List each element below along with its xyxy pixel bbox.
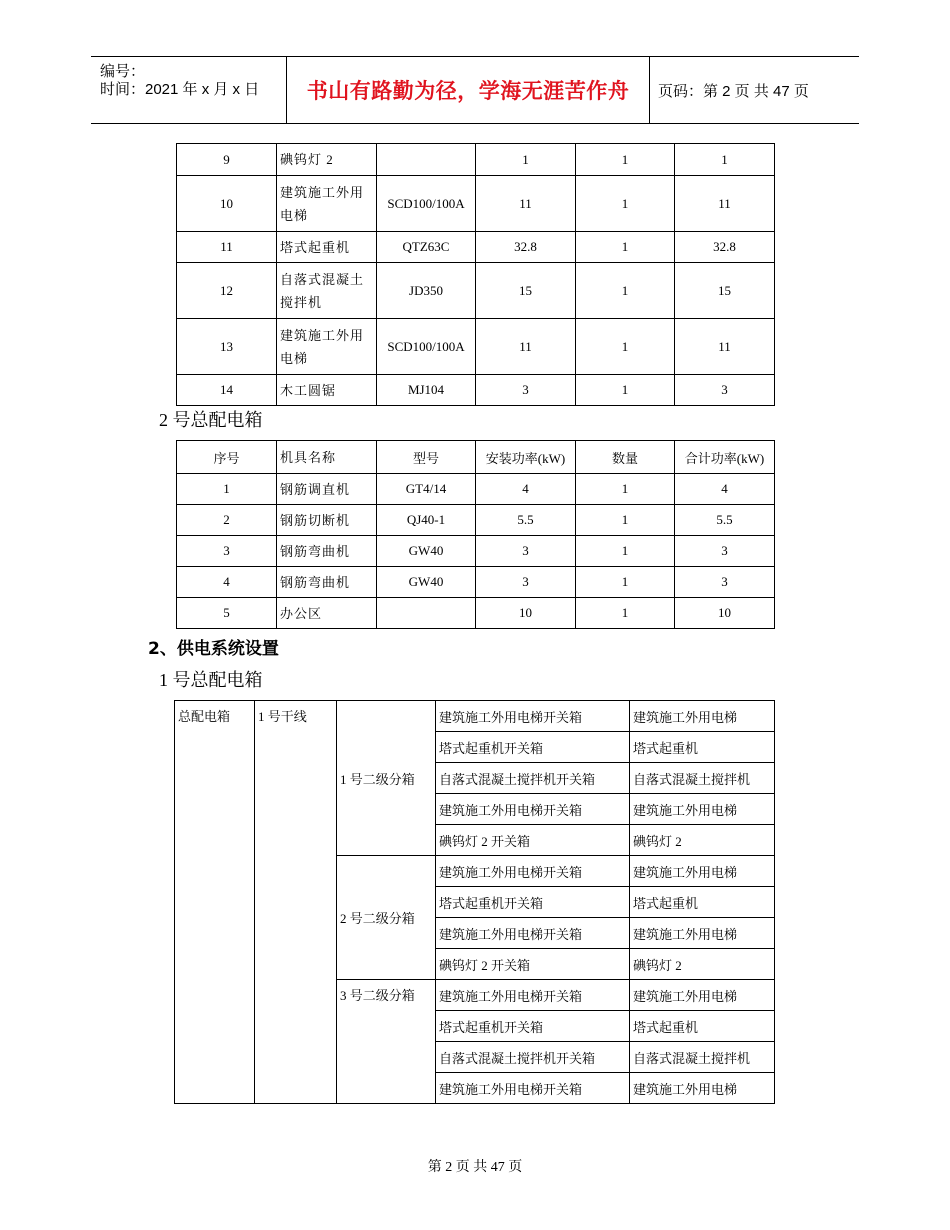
cell-name: 碘钨灯 2 — [277, 144, 377, 176]
cell-no: 9 — [177, 144, 277, 176]
cell-total: 5.5 — [675, 505, 775, 536]
cell-model: GT4/14 — [377, 474, 476, 505]
switch-box-cell: 塔式起重机开关箱 — [436, 887, 630, 918]
table-row — [177, 505, 775, 536]
cell-power: 32.8 — [476, 232, 576, 263]
cell-power: 3 — [476, 567, 576, 598]
cell-power: 10 — [476, 598, 576, 629]
equipment-cell: 建筑施工外用电梯 — [630, 856, 775, 887]
cell-no: 4 — [177, 567, 277, 598]
header-meta — [91, 57, 287, 123]
cell-qty: 1 — [576, 567, 675, 598]
cell-name: 自落式混凝土搅拌机 — [277, 263, 377, 319]
cell-qty: 1 — [576, 505, 675, 536]
cell-power: 3 — [476, 375, 576, 406]
table-row — [177, 375, 775, 406]
switch-box-cell: 碘钨灯 2 开关箱 — [436, 949, 630, 980]
table-row — [177, 567, 775, 598]
cell-total: 1 — [675, 144, 775, 176]
cell-no: 3 — [177, 536, 277, 567]
trunk-cell: 1 号干线 — [255, 701, 337, 1104]
column-header: 安装功率(kW) — [476, 441, 576, 474]
cell-qty: 1 — [576, 536, 675, 567]
cell-total: 32.8 — [675, 232, 775, 263]
equipment-cell: 建筑施工外用电梯 — [630, 701, 775, 732]
cell-total: 4 — [675, 474, 775, 505]
table-row — [177, 474, 775, 505]
cell-name: 塔式起重机 — [277, 232, 377, 263]
equipment-table-1 — [176, 143, 775, 406]
equipment-cell: 自落式混凝土搅拌机 — [630, 763, 775, 794]
cell-total: 3 — [675, 567, 775, 598]
cell-power: 3 — [476, 536, 576, 567]
cell-total: 3 — [675, 375, 775, 406]
equipment-cell: 建筑施工外用电梯 — [630, 1073, 775, 1104]
cell-power: 15 — [476, 263, 576, 319]
switch-box-cell: 自落式混凝土搅拌机开关箱 — [436, 763, 630, 794]
equipment-table-2 — [176, 440, 775, 629]
main-box-cell: 总配电箱 — [175, 701, 255, 1104]
equipment-cell: 碘钨灯 2 — [630, 825, 775, 856]
switch-box-cell: 塔式起重机开关箱 — [436, 732, 630, 763]
sub-box-cell: 3 号二级分箱 — [337, 980, 436, 1104]
equipment-cell: 自落式混凝土搅拌机 — [630, 1042, 775, 1073]
header-page-label: 页码：第 2 页 共 47 页 — [658, 82, 809, 100]
table-row — [177, 144, 775, 176]
box1-title: 1 号总配电箱 — [159, 670, 263, 690]
column-header: 数量 — [576, 441, 675, 474]
table-row — [177, 319, 775, 375]
table-row — [177, 536, 775, 567]
column-header: 型号 — [377, 441, 476, 474]
cell-name: 钢筋弯曲机 — [277, 567, 377, 598]
equipment-cell: 塔式起重机 — [630, 732, 775, 763]
column-header: 序号 — [177, 441, 277, 474]
table-row — [177, 176, 775, 232]
header-motto: 书山有路勤为径，学海无涯苦作舟 — [287, 57, 650, 123]
cell-total: 10 — [675, 598, 775, 629]
box2-title: 2 号总配电箱 — [159, 410, 263, 430]
cell-qty: 1 — [576, 176, 675, 232]
cell-qty: 1 — [576, 144, 675, 176]
cell-qty: 1 — [576, 319, 675, 375]
equipment-cell: 建筑施工外用电梯 — [630, 918, 775, 949]
cell-name: 建筑施工外用电梯 — [277, 319, 377, 375]
table-row — [177, 263, 775, 319]
code-label: 编号： — [100, 63, 146, 80]
page-header — [91, 56, 859, 124]
cell-qty: 1 — [576, 375, 675, 406]
cell-name: 钢筋切断机 — [277, 505, 377, 536]
cell-no: 5 — [177, 598, 277, 629]
sub-box-cell: 1 号二级分箱 — [337, 701, 436, 856]
section-title: 2、供电系统设置 — [148, 639, 279, 659]
sub-box-cell: 2 号二级分箱 — [337, 856, 436, 980]
column-header: 合计功率(kW) — [675, 441, 775, 474]
switch-box-cell: 建筑施工外用电梯开关箱 — [436, 918, 630, 949]
equipment-cell: 建筑施工外用电梯 — [630, 794, 775, 825]
cell-model: JD350 — [377, 263, 476, 319]
cell-name: 建筑施工外用电梯 — [277, 176, 377, 232]
cell-name: 办公区 — [277, 598, 377, 629]
switch-box-cell: 建筑施工外用电梯开关箱 — [436, 980, 630, 1011]
cell-no: 2 — [177, 505, 277, 536]
supply-system-table — [174, 700, 775, 1104]
cell-qty: 1 — [576, 232, 675, 263]
switch-box-cell: 自落式混凝土搅拌机开关箱 — [436, 1042, 630, 1073]
cell-qty: 1 — [576, 263, 675, 319]
page-footer: 第 2 页 共 47 页 — [427, 1160, 523, 1175]
table-row — [177, 232, 775, 263]
cell-model: SCD100/100A — [377, 176, 476, 232]
cell-power: 11 — [476, 319, 576, 375]
cell-model — [377, 598, 476, 629]
date-label: 时间：2021 年 x 月 x 日 — [100, 81, 260, 98]
cell-power: 4 — [476, 474, 576, 505]
cell-no: 13 — [177, 319, 277, 375]
cell-total: 11 — [675, 319, 775, 375]
cell-qty: 1 — [576, 598, 675, 629]
cell-model: QTZ63C — [377, 232, 476, 263]
equipment-cell: 塔式起重机 — [630, 887, 775, 918]
cell-total: 11 — [675, 176, 775, 232]
cell-no: 11 — [177, 232, 277, 263]
cell-model — [377, 144, 476, 176]
cell-no: 14 — [177, 375, 277, 406]
cell-name: 钢筋调直机 — [277, 474, 377, 505]
equipment-cell: 碘钨灯 2 — [630, 949, 775, 980]
cell-no: 10 — [177, 176, 277, 232]
switch-box-cell: 碘钨灯 2 开关箱 — [436, 825, 630, 856]
switch-box-cell: 塔式起重机开关箱 — [436, 1011, 630, 1042]
cell-model: SCD100/100A — [377, 319, 476, 375]
cell-model: MJ104 — [377, 375, 476, 406]
column-header: 机具名称 — [277, 441, 377, 474]
equipment-cell: 塔式起重机 — [630, 1011, 775, 1042]
cell-name: 钢筋弯曲机 — [277, 536, 377, 567]
cell-power: 11 — [476, 176, 576, 232]
cell-total: 3 — [675, 536, 775, 567]
cell-model: GW40 — [377, 567, 476, 598]
cell-model: QJ40-1 — [377, 505, 476, 536]
cell-no: 1 — [177, 474, 277, 505]
switch-box-cell: 建筑施工外用电梯开关箱 — [436, 794, 630, 825]
cell-no: 12 — [177, 263, 277, 319]
table-row — [175, 701, 775, 732]
switch-box-cell: 建筑施工外用电梯开关箱 — [436, 1073, 630, 1104]
switch-box-cell: 建筑施工外用电梯开关箱 — [436, 701, 630, 732]
cell-qty: 1 — [576, 474, 675, 505]
cell-model: GW40 — [377, 536, 476, 567]
cell-power: 1 — [476, 144, 576, 176]
equipment-cell: 建筑施工外用电梯 — [630, 980, 775, 1011]
table-header-row — [177, 441, 775, 474]
switch-box-cell: 建筑施工外用电梯开关箱 — [436, 856, 630, 887]
cell-name: 木工圆锯 — [277, 375, 377, 406]
table-row — [177, 598, 775, 629]
cell-power: 5.5 — [476, 505, 576, 536]
cell-total: 15 — [675, 263, 775, 319]
